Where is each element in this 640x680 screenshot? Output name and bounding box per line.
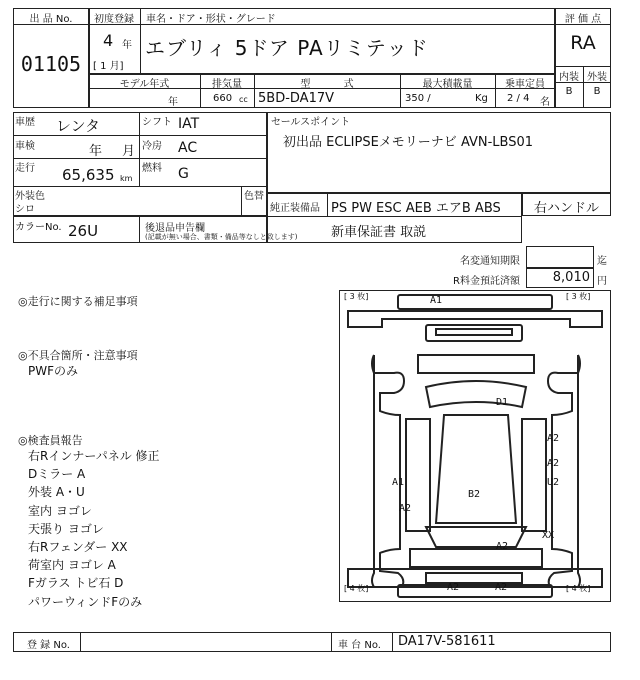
- ext-color: シロ: [15, 204, 35, 215]
- max-load-label: 最大積載量: [422, 79, 473, 90]
- mark-xx: XX: [542, 530, 555, 541]
- equipment: PS PW ESC AEB エアB ABS: [331, 201, 501, 216]
- color-no: 26U: [68, 222, 99, 240]
- inspection-year: 年: [89, 144, 103, 159]
- shift-label: シフト: [142, 117, 172, 128]
- mileage-label: 走行: [15, 163, 35, 174]
- capacity: 2 / 4: [507, 93, 530, 104]
- tire-tl: [ 3 枚]: [344, 292, 369, 301]
- tire-tr: [ 3 枚]: [566, 292, 591, 301]
- defect-label: ◎不具合箇所・注意事項: [18, 349, 138, 362]
- history: レンタ: [56, 117, 101, 135]
- lot-no: 01105: [20, 52, 82, 76]
- exterior-grade: B: [593, 86, 601, 97]
- color-no-label: カラーNo.: [15, 222, 62, 233]
- ac-label: 冷房: [142, 141, 162, 152]
- grade-value: RA: [570, 32, 596, 54]
- mark-a2-r1: A2: [547, 433, 560, 444]
- lot-no-label: 出 品 No.: [29, 14, 73, 25]
- car-diagram: [339, 290, 611, 602]
- chassis-no: DA17V-581611: [398, 634, 496, 649]
- handle: 右ハンドル: [533, 201, 599, 216]
- type-value: 5BD-DA17V: [258, 91, 335, 106]
- inspector-line: 外装 A・U: [28, 485, 85, 500]
- max-load: 350 /: [405, 93, 431, 104]
- inspection-month: 月: [122, 144, 136, 159]
- shift: IAT: [178, 116, 200, 132]
- inspector-line: パワーウィンドFのみ: [28, 594, 143, 609]
- name-change-unit: 迄: [597, 256, 607, 267]
- type-label: 型 式: [300, 79, 354, 90]
- mark-a2-fb1: A2: [447, 582, 460, 593]
- mark-a2-front: A2: [496, 541, 509, 552]
- fuel: G: [178, 166, 189, 182]
- grade-label: 評 価 点: [564, 14, 602, 25]
- inspection-label: 車検: [15, 141, 35, 152]
- inspector-line: 天張り ヨゴレ: [28, 521, 104, 536]
- capacity-unit: 名: [540, 97, 550, 108]
- mark-a2-left: A2: [399, 503, 412, 514]
- inspector-line: 右Rフェンダー XX: [28, 540, 128, 555]
- interior-grade: B: [565, 86, 573, 97]
- defect-text: PWFのみ: [28, 364, 79, 378]
- tire-bl: [ 4 枚]: [344, 584, 369, 593]
- warranty: 新車保証書 取説: [331, 225, 427, 240]
- name-change-box: [526, 246, 594, 268]
- reg-no-label: 登 録 No.: [27, 640, 70, 651]
- capacity-label: 乗車定員: [505, 79, 545, 90]
- first-reg-month: [ 1 月]: [93, 61, 124, 72]
- ext-color-label: 外装色: [15, 191, 45, 202]
- inspector-line: Fガラス トビ石 D: [28, 576, 124, 591]
- interior-label: 内装: [559, 72, 579, 83]
- mark-u2: U2: [547, 477, 560, 488]
- mark-a1-rear: A1: [430, 295, 443, 306]
- recycle-label: R料金預託済額: [453, 276, 520, 287]
- max-load-unit: Kg: [475, 93, 488, 104]
- inspector-line: 荷室内 ヨゴレ A: [28, 558, 116, 573]
- aftermarket-note: (記載が無い場合、書類・備品等なしと致します): [145, 233, 298, 241]
- sales-text: 初出品 ECLIPSEメモリーナビ AVN-LBS01: [283, 135, 534, 150]
- model-year-unit: 年: [168, 97, 178, 108]
- driving-label: ◎走行に関する補足事項: [18, 295, 138, 308]
- displacement: 660: [213, 93, 233, 104]
- car-name-label: 車名・ドア・形状・グレード: [146, 14, 276, 25]
- mark-a2-r2: A2: [547, 458, 560, 469]
- mileage-unit: km: [120, 174, 133, 183]
- tire-br: [ 4 枚]: [566, 584, 591, 593]
- fuel-label: 燃料: [142, 163, 162, 174]
- details-box: [13, 112, 267, 216]
- car-outline: [340, 291, 612, 603]
- exterior-label: 外装: [587, 72, 607, 83]
- mark-d1: D1: [496, 397, 509, 408]
- chassis-label: 車 台 No.: [338, 640, 381, 651]
- inspector-line: 右Rインナーパネル 修正: [28, 449, 160, 463]
- aftermarket-label: 後退品申告欄: [145, 223, 205, 234]
- recycle-unit: 円: [597, 276, 607, 287]
- displacement-unit: cc: [239, 95, 248, 104]
- first-reg-label: 初度登録: [94, 14, 134, 25]
- first-reg-year: 4: [103, 31, 114, 50]
- ac: AC: [178, 140, 198, 156]
- mileage: 65,635: [62, 166, 115, 184]
- car-name: エブリィ 5ドア PAリミテッド: [145, 36, 429, 60]
- inspector-line: Dミラー A: [28, 467, 86, 482]
- name-change-label: 名変通知期限: [460, 256, 520, 267]
- equipment-label: 純正装備品: [270, 203, 320, 214]
- mark-a1-left: A1: [392, 477, 405, 488]
- displacement-label: 排気量: [212, 79, 242, 90]
- repaint-label: 色替: [244, 191, 264, 202]
- inspector-label: ◎検査員報告: [18, 434, 83, 447]
- history-label: 車歴: [15, 117, 35, 128]
- sales-label: セールスポイント: [271, 117, 351, 128]
- model-year-label: モデル年式: [119, 79, 170, 90]
- mark-a2-fb2: A2: [495, 582, 508, 593]
- recycle: 8,010: [552, 270, 590, 285]
- inspector-line: 室内 ヨゴレ: [28, 503, 92, 518]
- inspector-lines: [28, 447, 160, 611]
- year-unit: 年: [122, 40, 132, 51]
- mark-b2: B2: [468, 489, 481, 500]
